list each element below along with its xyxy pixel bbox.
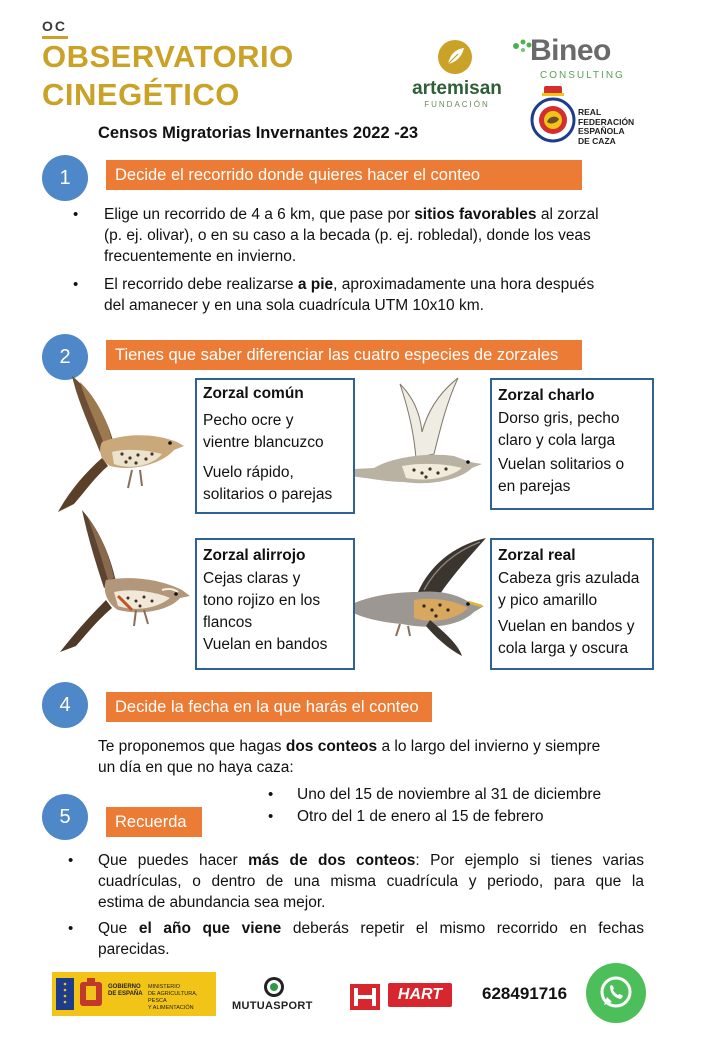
bineo-sub: CONSULTING xyxy=(540,70,625,81)
zorzal-comun-title: Zorzal común xyxy=(203,385,304,402)
zorzal-real-card xyxy=(490,538,654,670)
step-5-badge: 5 xyxy=(42,794,88,840)
bullet-dot: • xyxy=(68,920,74,937)
step-2-heading: Tienes que saber diferenciar las cuatro especies de zorzales xyxy=(106,340,582,370)
step-5-heading: Recuerda xyxy=(106,807,202,837)
zorzal-comun-line2: vientre blancuzco xyxy=(203,434,324,451)
mutuasport-target-icon xyxy=(263,976,285,998)
zorzal-charlo-card xyxy=(490,378,654,510)
zorzal-charlo-title: Zorzal charlo xyxy=(498,387,595,404)
bullet-dot: • xyxy=(73,276,79,293)
eu-flag-icon xyxy=(56,978,74,1010)
zorzal-real-title: Zorzal real xyxy=(498,547,576,564)
zorzal-alirrojo-line1: Cejas claras y xyxy=(203,570,301,587)
rfec-line3: ESPAÑOLA xyxy=(578,126,625,136)
step-1-bullet-1: Elige un recorrido de 4 a 6 km, que pase por sitios favorables al zorzal (p. ej. olivar), o en su caso a la becada (p. ej. robledal), donde los veas frecuentemente en invierno. xyxy=(104,206,599,265)
rfec-crest-icon xyxy=(530,86,576,144)
step-1-heading: Decide el recorrido donde quieres hacer el conteo xyxy=(106,160,582,190)
whatsapp-button[interactable] xyxy=(586,963,646,1023)
rfec-logo xyxy=(530,86,640,146)
bullet-dot: • xyxy=(73,206,79,223)
zorzal-real-illustration xyxy=(340,532,492,658)
zorzal-real-line4: cola larga y oscura xyxy=(498,640,629,657)
bullet-dot: • xyxy=(68,852,74,869)
gobierno-text: GOBIERNO DE ESPAÑA xyxy=(108,984,143,997)
date-range-1: Uno del 15 de noviembre al 31 de diciembre xyxy=(297,786,602,803)
rfec-line1: REAL xyxy=(578,107,602,117)
phone-number[interactable]: 628491716 xyxy=(482,984,568,1003)
zorzal-comun-card xyxy=(195,378,355,514)
zorzal-charlo-illustration xyxy=(334,378,482,483)
page-subtitle: Censos Migratorias Invernantes 2022 -23 xyxy=(98,124,419,142)
zorzal-comun-line1: Pecho ocre y xyxy=(203,412,294,429)
whatsapp-icon xyxy=(586,963,646,1023)
zorzal-charlo-line1: Dorso gris, pecho xyxy=(498,410,620,427)
page-title-line1: OBSERVATORIO xyxy=(42,39,294,74)
artemisan-leaf-icon xyxy=(438,40,472,74)
rfec-line2: FEDERACIÓN xyxy=(578,116,635,127)
zorzal-comun-line4: solitarios o parejas xyxy=(203,486,333,503)
artemisan-name: artemisan xyxy=(412,78,502,99)
zorzal-alirrojo-line3: flancos xyxy=(203,614,253,631)
bullet-dot: • xyxy=(268,808,274,825)
artemisan-logo xyxy=(402,40,512,110)
oc-mark: OC xyxy=(42,18,67,34)
zorzal-alirrojo-line4: Vuelan en bandos xyxy=(203,636,328,653)
bineo-name: Bineo xyxy=(530,34,611,67)
hart-logo: HART xyxy=(388,983,452,1007)
step-4-paragraph: Te proponemos que hagas dos conteos a lo largo del invierno y siempre un día en que no haya caza: xyxy=(98,738,601,776)
artemisan-sub: FUNDACIÓN xyxy=(424,100,490,109)
zorzal-charlo-line4: en parejas xyxy=(498,478,571,495)
ministerio-text: MINISTERIO DE AGRICULTURA, PESCA Y ALIMENTACIÓN xyxy=(148,984,198,1011)
hornady-logo-icon xyxy=(348,976,382,1014)
zorzal-real-line1: Cabeza gris azulada xyxy=(498,570,640,587)
zorzal-real-line3: Vuelan en bandos y xyxy=(498,618,635,635)
zorzal-real-line2: y pico amarillo xyxy=(498,592,598,609)
spain-shield-icon xyxy=(78,978,104,1010)
mutuasport-logo: MUTUASPORT xyxy=(232,1000,313,1012)
step-2-badge: 2 xyxy=(42,334,88,380)
step-4-heading: Decide la fecha en la que harás el conteo xyxy=(106,692,432,722)
step-1-badge: 1 xyxy=(42,155,88,201)
zorzal-charlo-line3: Vuelan solitarios o xyxy=(498,456,625,473)
zorzal-alirrojo-line2: tono rojizo en los xyxy=(203,592,321,609)
date-range-2: Otro del 1 de enero al 15 de febrero xyxy=(297,808,544,825)
step-5-bullet-2: Que el año que viene deberás repetir el mismo recorrido en fechas parecidas. xyxy=(98,920,644,958)
zorzal-alirrojo-illustration xyxy=(52,506,192,672)
rfec-line4: DE CAZA xyxy=(578,135,616,146)
bullet-dot: • xyxy=(268,786,274,803)
zorzal-alirrojo-title: Zorzal alirrojo xyxy=(203,547,306,564)
bineo-logo xyxy=(512,34,632,84)
gobierno-logo xyxy=(52,972,216,1016)
zorzal-comun-line3: Vuelo rápido, xyxy=(203,464,294,481)
step-1-bullet-2: El recorrido debe realizarse a pie, aproximadamente una hora después del amanecer y en una sola cuadrícula UTM 10x10 km. xyxy=(104,276,595,314)
step-4-badge: 4 xyxy=(42,682,88,728)
zorzal-charlo-line2: claro y cola larga xyxy=(498,432,616,449)
step-5-bullet-1: Que puedes hacer más de dos conteos: Por ejemplo si tienes varias cuadrículas, o dentro de una misma cuadrícula y periodo, para que la estima de abundancia sea mejor. xyxy=(98,852,645,911)
rfec-text xyxy=(578,108,634,146)
zorzal-alirrojo-card xyxy=(195,538,355,670)
zorzal-comun-illustration xyxy=(52,372,190,522)
page-title-line2: CINEGÉTICO xyxy=(42,77,240,112)
